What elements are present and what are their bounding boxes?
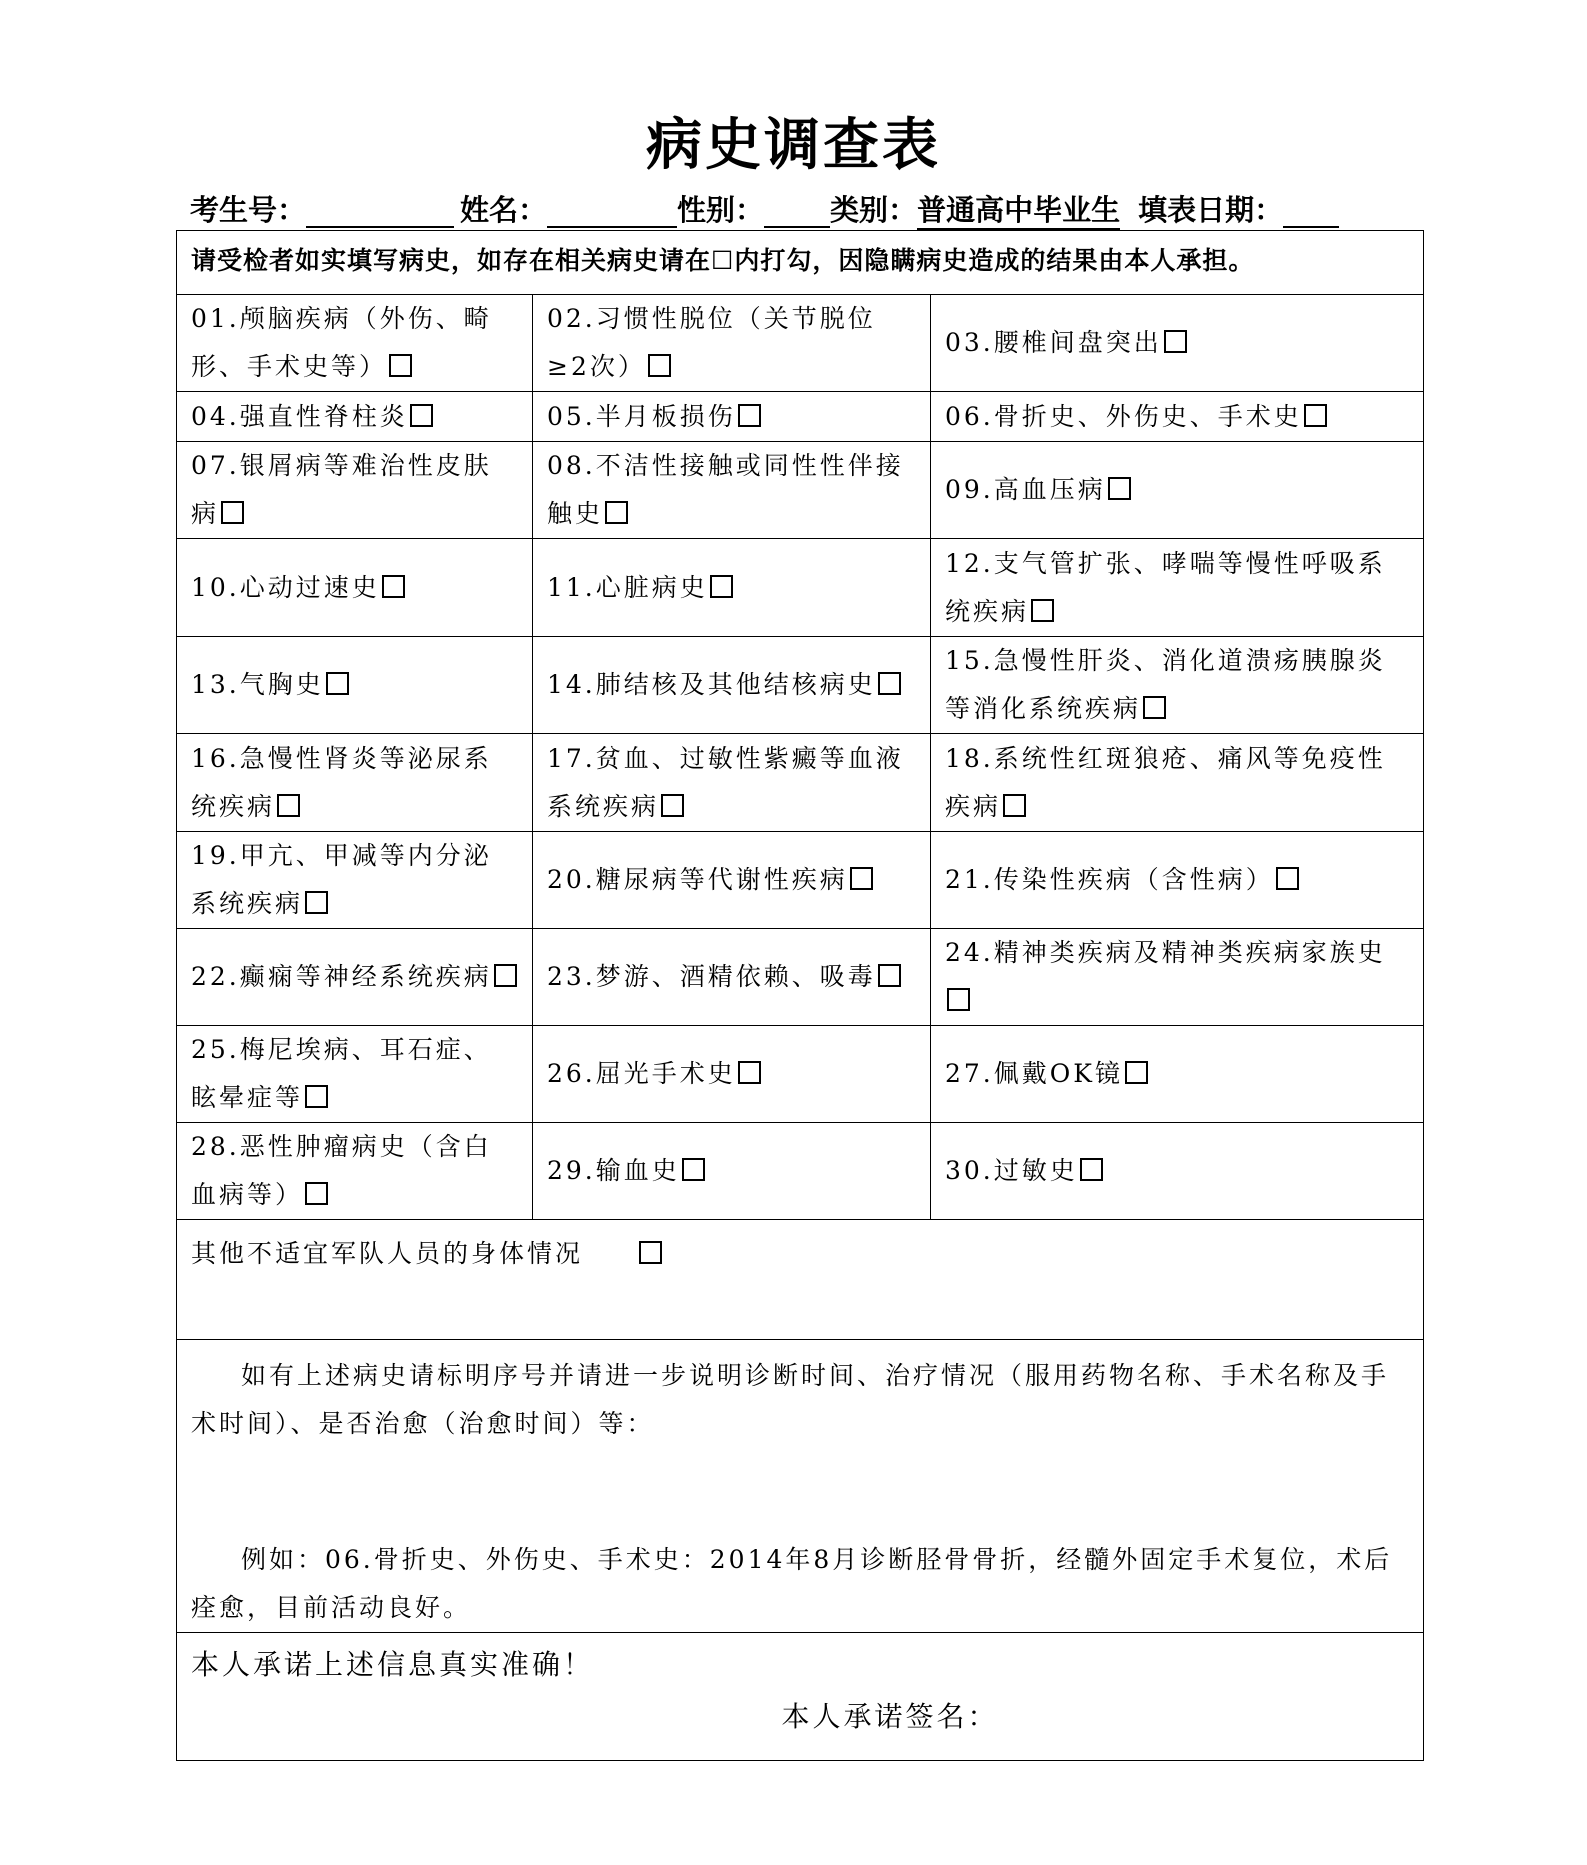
history-item[interactable]: 01.颅脑疾病（外伤、畸形、手术史等） xyxy=(177,295,533,392)
other-condition-row[interactable] xyxy=(177,1220,1424,1340)
exam-no-field[interactable] xyxy=(306,196,454,228)
history-item[interactable]: 11.心脏病史 xyxy=(533,539,931,637)
history-item[interactable]: 02.习惯性脱位（关节脱位≥2次） xyxy=(533,295,931,392)
category-value: 普通高中毕业生 xyxy=(917,192,1120,230)
checkbox[interactable] xyxy=(1125,1061,1148,1084)
history-item[interactable]: 13.气胸史 xyxy=(177,637,533,734)
history-item[interactable]: 12.支气管扩张、哮喘等慢性呼吸系统疾病 xyxy=(931,539,1424,637)
history-item[interactable]: 03.腰椎间盘突出 xyxy=(931,295,1424,392)
name-field[interactable] xyxy=(547,196,677,228)
checkbox[interactable] xyxy=(305,891,328,914)
checkbox[interactable] xyxy=(878,672,901,695)
category-label: 类别： xyxy=(830,193,918,227)
history-item[interactable]: 09.高血压病 xyxy=(931,442,1424,539)
history-item[interactable]: 07.银屑病等难治性皮肤病 xyxy=(177,442,533,539)
checkbox[interactable] xyxy=(1108,477,1131,500)
history-item[interactable]: 15.急慢性肝炎、消化道溃疡胰腺炎等消化系统疾病 xyxy=(931,637,1424,734)
explanation-area[interactable] xyxy=(177,1340,1424,1633)
checkbox[interactable] xyxy=(221,501,244,524)
checkbox[interactable] xyxy=(277,794,300,817)
history-item[interactable]: 10.心动过速史 xyxy=(177,539,533,637)
checkbox[interactable] xyxy=(1276,867,1299,890)
checkbox[interactable] xyxy=(1003,794,1026,817)
history-item[interactable]: 21.传染性疾病（含性病） xyxy=(931,832,1424,929)
other-condition-label: 其他不适宜军队人员的身体情况 xyxy=(191,1239,584,1268)
checkbox[interactable] xyxy=(1031,599,1054,622)
promise-area xyxy=(177,1633,1424,1761)
checkbox[interactable] xyxy=(305,1182,328,1205)
history-item[interactable]: 05.半月板损伤 xyxy=(533,392,931,442)
history-item[interactable]: 04.强直性脊柱炎 xyxy=(177,392,533,442)
history-item[interactable]: 30.过敏史 xyxy=(931,1123,1424,1220)
checkbox[interactable] xyxy=(326,672,349,695)
history-item[interactable]: 29.输血史 xyxy=(533,1123,931,1220)
history-item[interactable]: 22.癫痫等神经系统疾病 xyxy=(177,929,533,1026)
notice-text: 请受检者如实填写病史，如存在相关病史请在☐内打勾，因隐瞒病史造成的结果由本人承担。 xyxy=(177,231,1424,295)
signature-label[interactable]: 本人承诺签名： xyxy=(781,1700,999,1733)
history-item[interactable]: 17.贫血、过敏性紫癜等血液系统疾病 xyxy=(533,734,931,832)
checkbox[interactable] xyxy=(639,1241,662,1264)
history-item[interactable]: 27.佩戴OK镜 xyxy=(931,1026,1424,1123)
history-item[interactable]: 08.不洁性接触或同性性伴接触史 xyxy=(533,442,931,539)
checkbox[interactable] xyxy=(682,1158,705,1181)
checkbox[interactable] xyxy=(494,964,517,987)
history-item[interactable]: 20.糖尿病等代谢性疾病 xyxy=(533,832,931,929)
history-item[interactable]: 24.精神类疾病及精神类疾病家族史 xyxy=(931,929,1424,1026)
explanation-instructions: 如有上述病史请标明序号并请进一步说明诊断时间、治疗情况（服用药物名称、手术名称及手术时间）、是否治愈（治愈时间）等： xyxy=(191,1361,1390,1438)
history-item[interactable]: 18.系统性红斑狼疮、痛风等免疫性疾病 xyxy=(931,734,1424,832)
history-item[interactable]: 23.梦游、酒精依赖、吸毒 xyxy=(533,929,931,1026)
checkbox[interactable] xyxy=(850,867,873,890)
checkbox[interactable] xyxy=(1304,404,1327,427)
history-item[interactable]: 28.恶性肿瘤病史（含白血病等） xyxy=(177,1123,533,1220)
history-item[interactable]: 19.甲亢、甲减等内分泌系统疾病 xyxy=(177,832,533,929)
checkbox[interactable] xyxy=(738,1061,761,1084)
checkbox[interactable] xyxy=(738,404,761,427)
history-item[interactable]: 06.骨折史、外伤史、手术史 xyxy=(931,392,1424,442)
checkbox[interactable] xyxy=(389,354,412,377)
checkbox[interactable] xyxy=(878,964,901,987)
example-text: 例如：06.骨折史、外伤史、手术史：2014年8月诊断胫骨骨折，经髓外固定手术复位，术后痊愈，目前活动良好。 xyxy=(191,1545,1393,1622)
date-field[interactable] xyxy=(1283,196,1339,228)
gender-label: 性别： xyxy=(677,193,765,227)
checkbox[interactable] xyxy=(305,1085,328,1108)
checkbox[interactable] xyxy=(410,404,433,427)
checkbox[interactable] xyxy=(661,794,684,817)
history-form-table xyxy=(176,230,1424,1761)
history-item[interactable]: 16.急慢性肾炎等泌尿系统疾病 xyxy=(177,734,533,832)
checkbox[interactable] xyxy=(648,354,671,377)
history-item[interactable]: 14.肺结核及其他结核病史 xyxy=(533,637,931,734)
checkbox[interactable] xyxy=(1080,1158,1103,1181)
name-label: 姓名： xyxy=(460,193,548,227)
page-title: 病史调查表 xyxy=(646,113,941,178)
promise-text: 本人承诺上述信息真实准确！ xyxy=(191,1648,595,1681)
checkbox[interactable] xyxy=(710,575,733,598)
gender-field[interactable] xyxy=(764,196,830,228)
history-item[interactable]: 25.梅尼埃病、耳石症、眩晕症等 xyxy=(177,1026,533,1123)
form-header xyxy=(190,188,1339,232)
checkbox[interactable] xyxy=(382,575,405,598)
date-label: 填表日期： xyxy=(1138,193,1284,227)
checkbox[interactable] xyxy=(947,988,970,1011)
checkbox[interactable] xyxy=(1143,696,1166,719)
exam-no-label: 考生号： xyxy=(190,193,307,227)
history-item[interactable]: 26.屈光手术史 xyxy=(533,1026,931,1123)
checkbox[interactable] xyxy=(605,501,628,524)
checkbox[interactable] xyxy=(1164,330,1187,353)
